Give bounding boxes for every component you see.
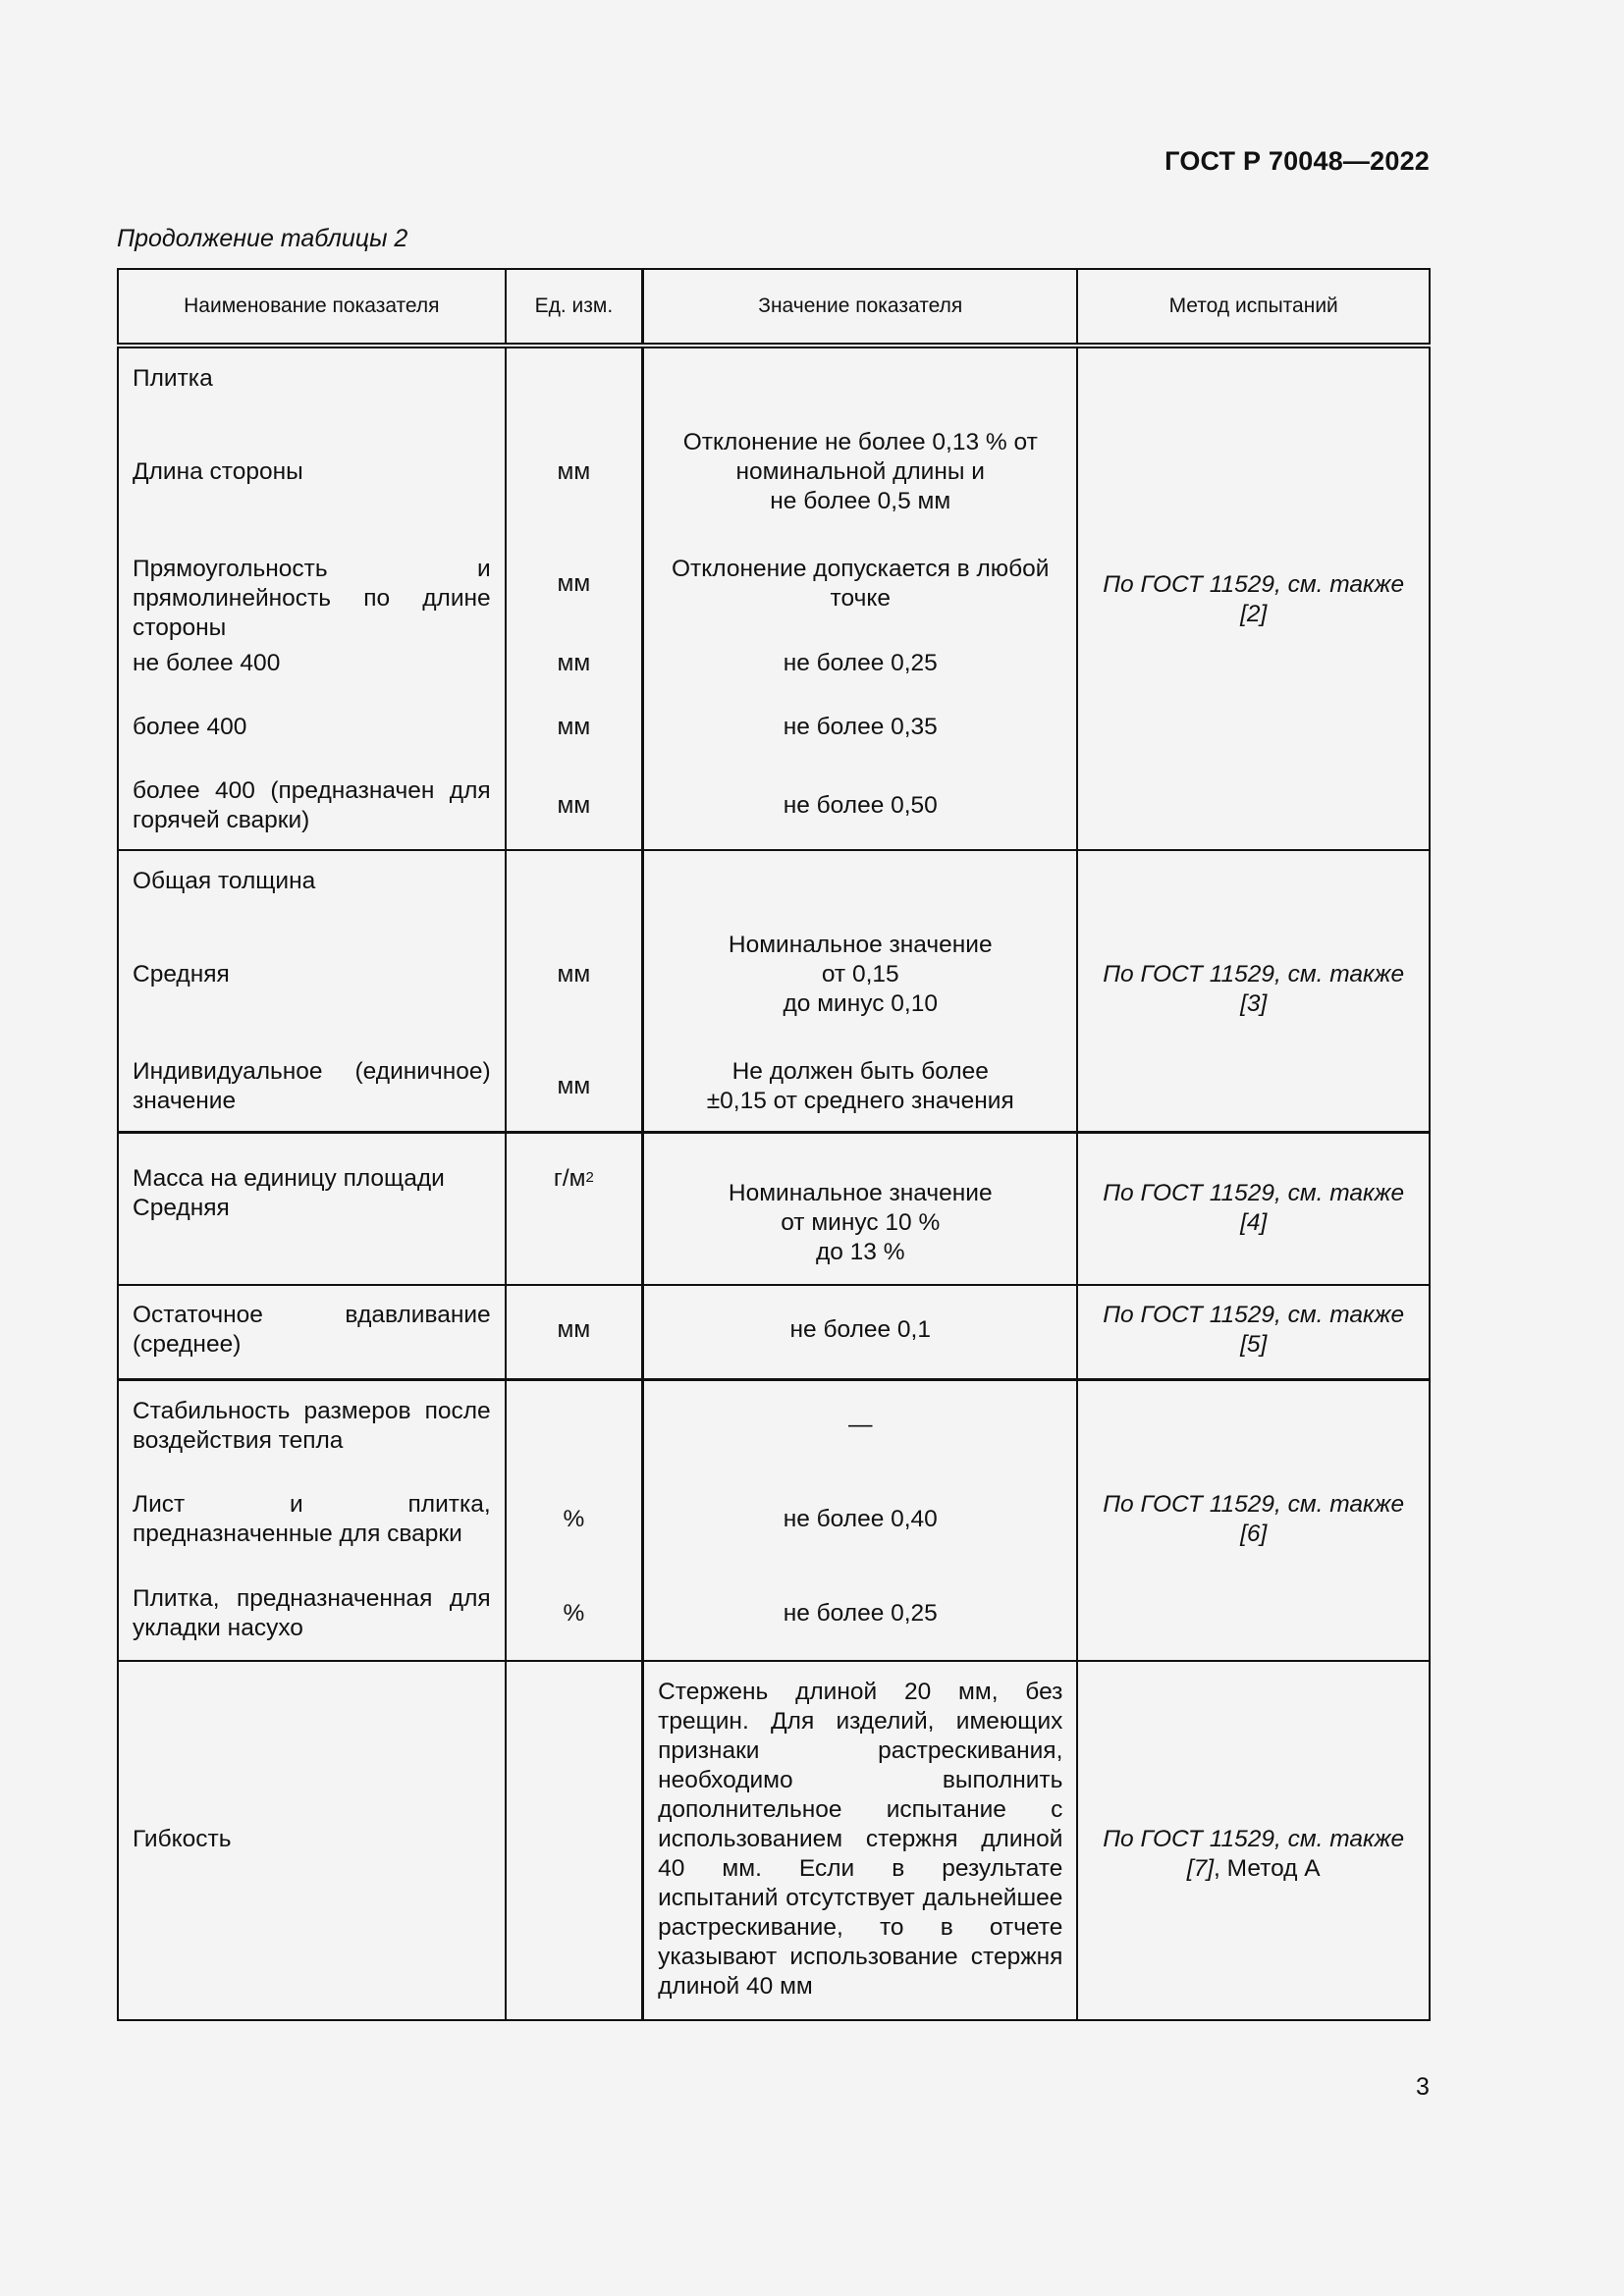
method-cell xyxy=(1077,1379,1430,1661)
value-text: не более 0,35 xyxy=(783,714,938,740)
indicator-name: Длина стороны xyxy=(133,458,303,485)
name-cell xyxy=(118,1132,506,1285)
indicator-name: Лист и плитка, предназначенные для сварки xyxy=(133,1490,491,1547)
unit: $г/м^2$ xyxy=(553,1164,594,1192)
indicator-name: не более 400 xyxy=(133,650,281,676)
unit-cell xyxy=(506,1132,643,1285)
test-method: По ГОСТ 11529, см. также [6] xyxy=(1103,1490,1405,1547)
test-method: По ГОСТ 11529, см. также [2] xyxy=(1103,571,1405,627)
method-cell xyxy=(1077,346,1430,850)
page-number: 3 xyxy=(1416,2073,1430,2101)
group-title: Общая толщина xyxy=(133,868,316,894)
name-cell xyxy=(118,346,506,850)
name-cell xyxy=(118,1379,506,1661)
name-cell xyxy=(118,1285,506,1379)
indicator-name: более 400 xyxy=(133,714,247,740)
header-value: Значение показателя xyxy=(643,269,1078,346)
value-text: Номинальное значение от 0,15 до минус 0,10 xyxy=(728,932,993,1017)
unit: мм xyxy=(557,961,591,988)
value-cell xyxy=(643,1285,1078,1379)
table-row xyxy=(118,1661,1430,2020)
unit-cell xyxy=(506,1285,643,1379)
method-cell xyxy=(1077,850,1430,1132)
unit: мм xyxy=(557,650,591,676)
method-cell xyxy=(1077,1132,1430,1285)
header-indicator-name: Наименование показателя xyxy=(118,269,506,346)
value-text: Номинальное значение от минус 10 % до 13 % xyxy=(728,1179,993,1265)
test-method: По ГОСТ 11529, см. также [7], Метод А xyxy=(1103,1826,1405,1882)
value-text: не более 0,40 xyxy=(783,1505,938,1532)
method-cell xyxy=(1077,1285,1430,1379)
test-method: По ГОСТ 11529, см. также [4] xyxy=(1103,1179,1405,1236)
unit-cell xyxy=(506,1379,643,1661)
indicator-name: Плитка, предназначенная для укладки насухо xyxy=(133,1584,491,1641)
table-caption: Продолжение таблицы 2 xyxy=(117,225,408,252)
header-unit: Ед. изм. xyxy=(506,269,643,346)
unit: мм xyxy=(557,792,591,819)
value-text: Стержень длиной 20 мм, без трещин. Для изделий, имеющих признаки растрескивания, необходимо выполнить дополнительное испытание с использованием стержня длиной 40 мм. Если в результате испытаний отсутствует дальнейшее растрескивание, то в отчете указывают использование стержня длиной 40 мм xyxy=(658,1679,1063,2000)
value-cell xyxy=(643,850,1078,1132)
value-cell xyxy=(643,1132,1078,1285)
unit-cell xyxy=(506,1661,643,2020)
unit-cell xyxy=(506,850,643,1132)
table-row xyxy=(118,346,1430,850)
value-text: — xyxy=(848,1411,873,1438)
value-text: не более 0,50 xyxy=(783,792,938,819)
table-header-row xyxy=(118,269,1430,346)
test-method: По ГОСТ 11529, см. также [3] xyxy=(1103,961,1405,1017)
method-cell xyxy=(1077,1661,1430,2020)
value-text: Отклонение не более 0,13 % от номинальной длины и не более 0,5 мм xyxy=(682,429,1038,514)
indicator-name: Гибкость xyxy=(133,1826,232,1852)
unit: мм xyxy=(557,570,591,597)
indicator-name: Прямоугольность и прямолинейность по длине стороны xyxy=(133,556,491,641)
value-text: не более 0,25 xyxy=(783,650,938,676)
table-row xyxy=(118,1379,1430,1661)
indicator-name: Средняя xyxy=(133,961,230,988)
unit: % xyxy=(563,1599,585,1627)
indicator-name: Остаточное вдавливание (среднее) xyxy=(133,1302,491,1358)
unit-cell xyxy=(506,346,643,850)
unit: % xyxy=(563,1505,585,1532)
value-text: не более 0,1 xyxy=(789,1316,931,1343)
unit: мм xyxy=(557,1316,591,1343)
table-row xyxy=(118,1285,1430,1379)
value-text: Не должен быть более ±0,15 от среднего значения xyxy=(706,1058,1014,1114)
name-cell xyxy=(118,1661,506,2020)
value-text: Отклонение допускается в любой точке xyxy=(672,556,1050,612)
indicators-table xyxy=(117,268,1431,2021)
value-text: не более 0,25 xyxy=(783,1599,938,1627)
table-row xyxy=(118,850,1430,1132)
group-title: Плитка xyxy=(133,365,213,392)
value-cell xyxy=(643,1379,1078,1661)
value-cell xyxy=(643,1661,1078,2020)
name-cell xyxy=(118,850,506,1132)
unit: мм xyxy=(557,714,591,740)
header-test-method: Метод испытаний xyxy=(1077,269,1430,346)
indicator-name: Индивидуальное (единичное) значение xyxy=(133,1058,491,1114)
value-cell xyxy=(643,346,1078,850)
unit: мм xyxy=(557,1073,591,1099)
table-row xyxy=(118,1132,1430,1285)
indicator-name: Масса на единицу площади Средняя xyxy=(133,1164,445,1221)
test-method: По ГОСТ 11529, см. также [5] xyxy=(1103,1302,1405,1358)
indicator-name: более 400 (предназначен для горячей сварки) xyxy=(133,777,491,833)
unit: мм xyxy=(557,458,591,485)
group-title: Стабильность размеров после воздействия тепла xyxy=(133,1397,491,1454)
document-code: ГОСТ Р 70048—2022 xyxy=(1164,146,1430,176)
